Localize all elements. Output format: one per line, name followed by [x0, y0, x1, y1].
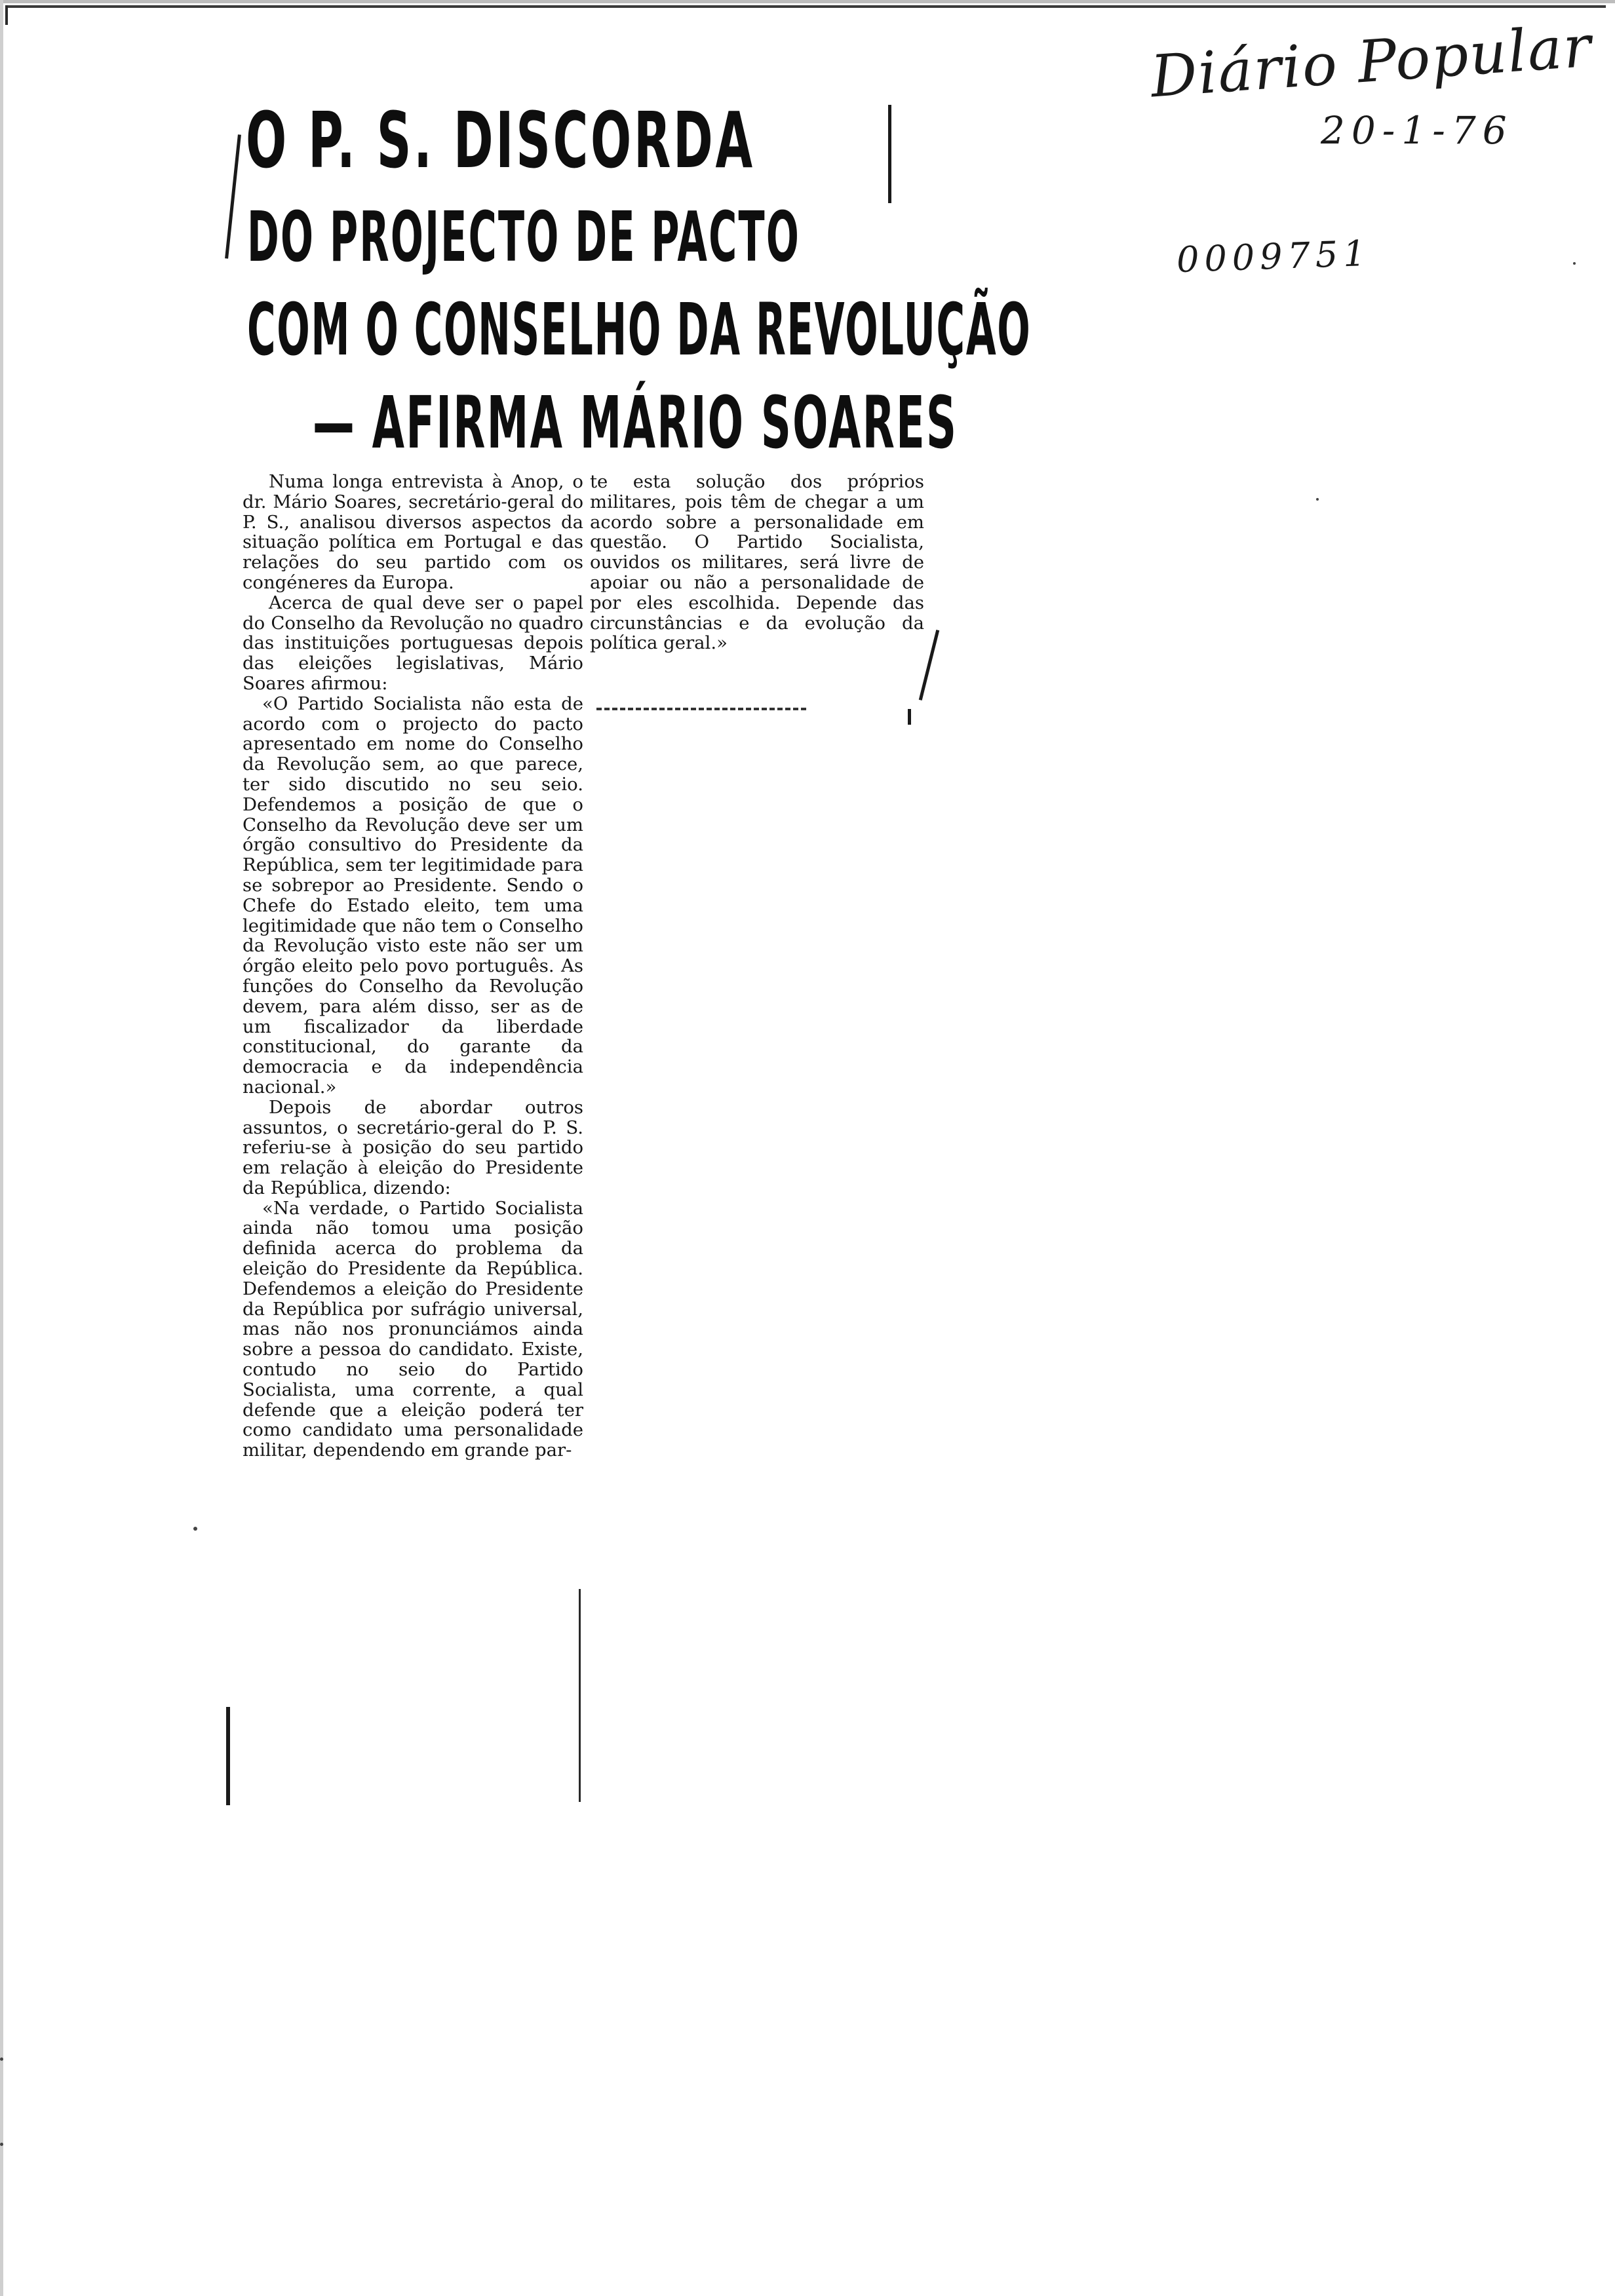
article-quote-paragraph: «Na verdade, o Partido Socialista ainda não tomou uma posição definida acerca do problema da eleição do Presidente da República. Defendemos a eleição do Presidente da República por sufrágio universal, mas não nos pronunciámos ainda sobre a pessoa do candidato. Existe, contudo no seio do Partido Socialista, uma corrente, a qual defende que a eleição poderá ter como candidato uma personalidade militar, dependendo em grande par-	[243, 1197, 583, 1461]
article-paragraph: Acerca de qual deve ser o papel do Conselho da Revolução no quadro das instituições portuguesas depois das eleições legislativas, Mário Soares afirmou:	[243, 592, 583, 694]
headline-left-mark	[225, 134, 241, 258]
scan-speck	[1316, 498, 1319, 501]
headline-right-mark	[888, 105, 891, 203]
scan-left-edge	[0, 0, 3, 2296]
article-quote-paragraph: «O Partido Socialista não esta de acordo com o projecto do pacto apresentado em nome do Conselho da Revolução sem, ao que parece, ter sido discutido no seu seio. Defendemos a posição de que o Conselho da Revolução deve ser um órgão consultivo do Presidente da República, sem ter legitimidade para se sobrepor ao Presidente. Sendo o Chefe do Estado eleito, tem uma legitimidade que não tem o Conselho da Revolução visto este não ser um órgão eleito pelo povo português. As funções do Conselho da Revolução devem, para além disso, ser as de um fiscalizador da liberdade constitucional, do garante da democracia e da independência nacional.»	[243, 693, 583, 1098]
article-paragraph: te esta solução dos próprios militares, pois têm de chegar a um acordo sobre a personalidade em questão. O Partido Socialista, ouvidos os militares, será livre de apoiar ou não a personalidade de por eles escolhida. Depende das circunstâncias e da evolução da política geral.»	[590, 471, 924, 654]
end-tick-mark	[908, 709, 911, 725]
newspaper-clipping	[226, 95, 1032, 1841]
article-paragraph: Numa longa entrevista à Anop, o dr. Mário Soares, secretário-geral do P. S., analisou diversos aspectos da situação política em Portugal e das relações do seu partido com os congéneres da Europa.	[243, 471, 583, 593]
scan-corner-mark	[5, 5, 8, 25]
scan-top-rule	[7, 5, 1606, 8]
scan-speck	[0, 2143, 3, 2146]
headline-line: DO PROJECTO DE PACTO	[247, 197, 801, 277]
article-paragraph: Depois de abordar outros assuntos, o secretário-geral do P. S. referiu-se à posição do seu partido em relação à eleição do Presidente da República, dizendo:	[243, 1096, 583, 1198]
handwritten-newspaper-name: Diário Popular	[1148, 12, 1595, 111]
headline-line: COM O CONSELHO DA REVOLUÇÃO	[247, 288, 1032, 372]
scan-speck	[0, 2057, 3, 2061]
scan-speck	[193, 1527, 197, 1531]
left-margin-bracket	[226, 1707, 230, 1805]
article-end-dashes	[596, 708, 806, 717]
scan-speck	[1573, 262, 1576, 265]
handwritten-reference-number: 0009751	[1175, 232, 1372, 281]
handwritten-date: 20-1-76	[1321, 108, 1513, 153]
article-column-2	[590, 472, 924, 653]
headline-byline: — AFIRMA MÁRIO SOARES	[313, 381, 958, 465]
headline-line: O P. S. DISCORDA	[246, 95, 755, 185]
scan-top-edge	[0, 0, 1615, 3]
right-margin-line	[579, 1589, 581, 1802]
article-column-1	[243, 472, 583, 1461]
